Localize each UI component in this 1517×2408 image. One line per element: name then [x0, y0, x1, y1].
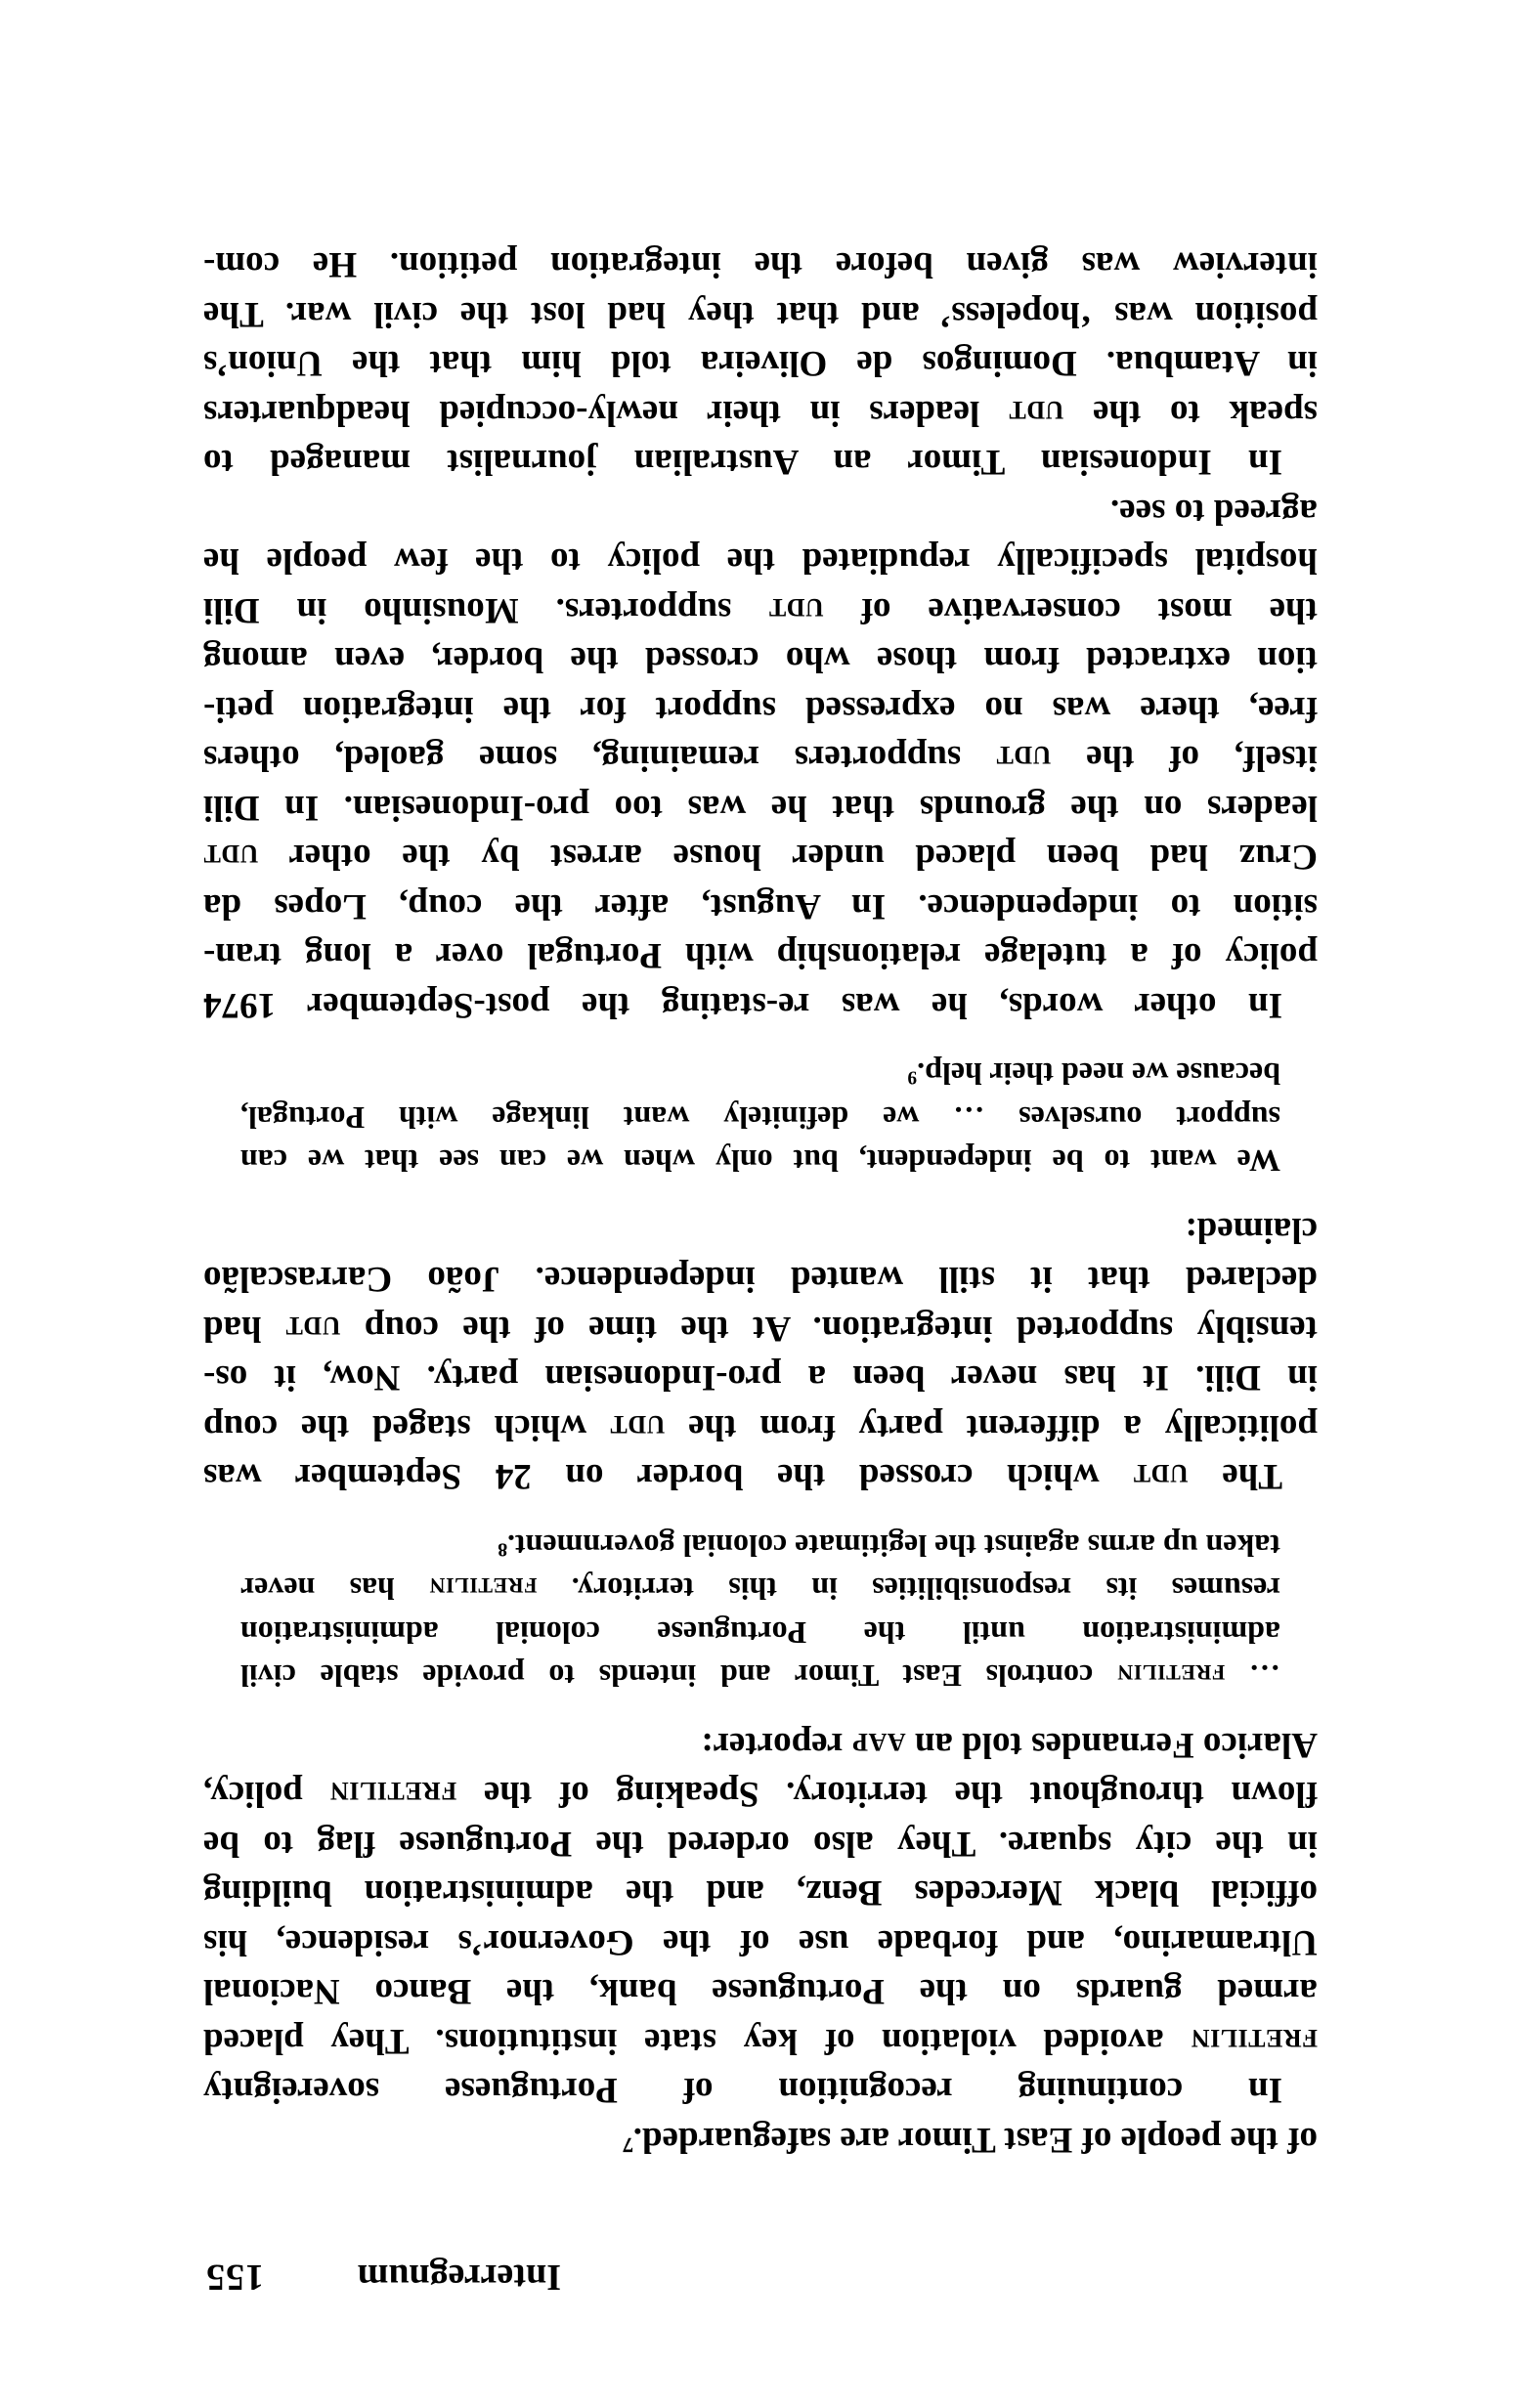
- text-line: support ourselves … we definitely want linkage with Portugal,: [240, 1100, 1280, 1136]
- text-line: resumes its responsibilities in this territory. fretilin has never: [239, 1571, 1280, 1608]
- small-caps-acronym: udt: [996, 738, 1052, 779]
- text-line: declared that it still wanted independence. João Carrascalão: [203, 1259, 1318, 1300]
- text-line: the most conservative of udt supporters. Mousinho in Dili: [202, 590, 1318, 630]
- text-line: Cruz had been placed under house arrest by the other udt: [203, 837, 1318, 878]
- block-quote: [240, 1053, 1280, 1183]
- small-caps-acronym: udt: [1133, 1456, 1189, 1497]
- paragraph: [203, 239, 1318, 487]
- text-line: policy of a tutelage relationship with Portugal over a long tran-: [203, 935, 1318, 976]
- text-line: In Indonesian Timor an Australian journalist managed to: [203, 442, 1282, 483]
- text-line: In continuing recognition of Portuguese sovereignty: [203, 2070, 1282, 2111]
- text-line: of the people of East Timor are safeguarded.⁷: [622, 2120, 1318, 2160]
- text-line: because we need their help.⁹: [907, 1056, 1280, 1093]
- text-line: Alarico Fernandes told an aap reporter:: [701, 1725, 1318, 1765]
- small-caps-acronym: fretilin: [1191, 2021, 1318, 2061]
- text-line: in Dili. It has never been a pro-Indonesian party. Now, it os-: [203, 1357, 1318, 1398]
- text-line: flown throughout the territory. Speaking of the fretilin policy,: [203, 1774, 1318, 1815]
- paragraph: [203, 487, 1318, 1030]
- small-caps-acronym: fretilin: [329, 1774, 457, 1815]
- text-line: fretilin avoided violation of key state institutions. They placed: [203, 2021, 1318, 2061]
- text-line: The udt which crossed the border on 24 September was: [203, 1456, 1282, 1497]
- small-caps-acronym: fretilin: [429, 1571, 538, 1608]
- text-line: sition to independence. In August, after the coup, Lopes da: [203, 886, 1318, 926]
- text-line: free, there was no expressed support for the integration peti-: [203, 689, 1318, 729]
- page-number: 155: [205, 2257, 264, 2298]
- text-line: itself, of the udt supporters remaining, some gaoled, others: [203, 738, 1318, 779]
- small-caps-acronym: udt: [285, 1309, 341, 1349]
- small-caps-acronym: aap: [851, 1725, 906, 1765]
- text-line: hospital specifically repudiated the policy to the few people he: [203, 540, 1318, 581]
- text-line: We want to be independent, but only when we can see that we can: [240, 1143, 1280, 1180]
- text-line: tion extracted from those who crossed the border, even among: [203, 639, 1318, 680]
- body-text: [203, 239, 1318, 2164]
- text-line: official black Mercedes Benz, and the administration building: [203, 1872, 1318, 1914]
- text-line: claimed:: [1185, 1210, 1318, 1250]
- small-caps-acronym: udt: [203, 837, 259, 878]
- paragraph: [203, 2115, 1318, 2165]
- small-caps-acronym: udt: [768, 590, 824, 630]
- text-line: agreed to see.: [1110, 492, 1318, 532]
- small-caps-acronym: udt: [609, 1407, 666, 1447]
- text-line: tensibly supported integration. At the time of the coup udt had: [203, 1309, 1318, 1349]
- text-line: administration until the Portuguese colonial administration: [240, 1615, 1280, 1651]
- text-line: Ultramarino, and forbade use of the Governor’s residence, his: [203, 1922, 1318, 1962]
- text-line: speak to the udt leaders in their newly-occupied headquarters: [203, 393, 1318, 433]
- text-line: … fretilin controls East Timor and intends to provide stable civil: [239, 1658, 1280, 1695]
- text-line: in Atambua. Domingos de Oliveira told him that the Union’s: [203, 343, 1318, 384]
- text-line: politically a different party from the udt which staged the coup: [203, 1407, 1318, 1447]
- text-line: leaders on the grounds that he was too pro-Indonesian. In Dili: [203, 788, 1318, 828]
- paragraph: [203, 1720, 1318, 2115]
- text-line: interview was given before the integration petition. He com-: [203, 244, 1318, 285]
- paragraph: [203, 1205, 1318, 1501]
- text-line: position was ‘hopeless’ and that they had lost the civil war. The: [203, 294, 1318, 334]
- text-line: in the city square. They also ordered the Portuguese flag to be: [203, 1824, 1318, 1864]
- running-title: Interregnum: [357, 2257, 561, 2298]
- running-header: [205, 2244, 1320, 2299]
- text-line: armed guards on the Portuguese bank, the Banco Nacional: [203, 1971, 1318, 2012]
- block-quote: [240, 1525, 1280, 1698]
- text-line: taken up arms against the legitimate colonial government.⁸: [498, 1528, 1280, 1564]
- text-line: In other words, he was re-stating the post-September 1974: [203, 985, 1282, 1025]
- small-caps-acronym: udt: [1008, 393, 1064, 433]
- small-caps-acronym: fretilin: [1116, 1658, 1226, 1695]
